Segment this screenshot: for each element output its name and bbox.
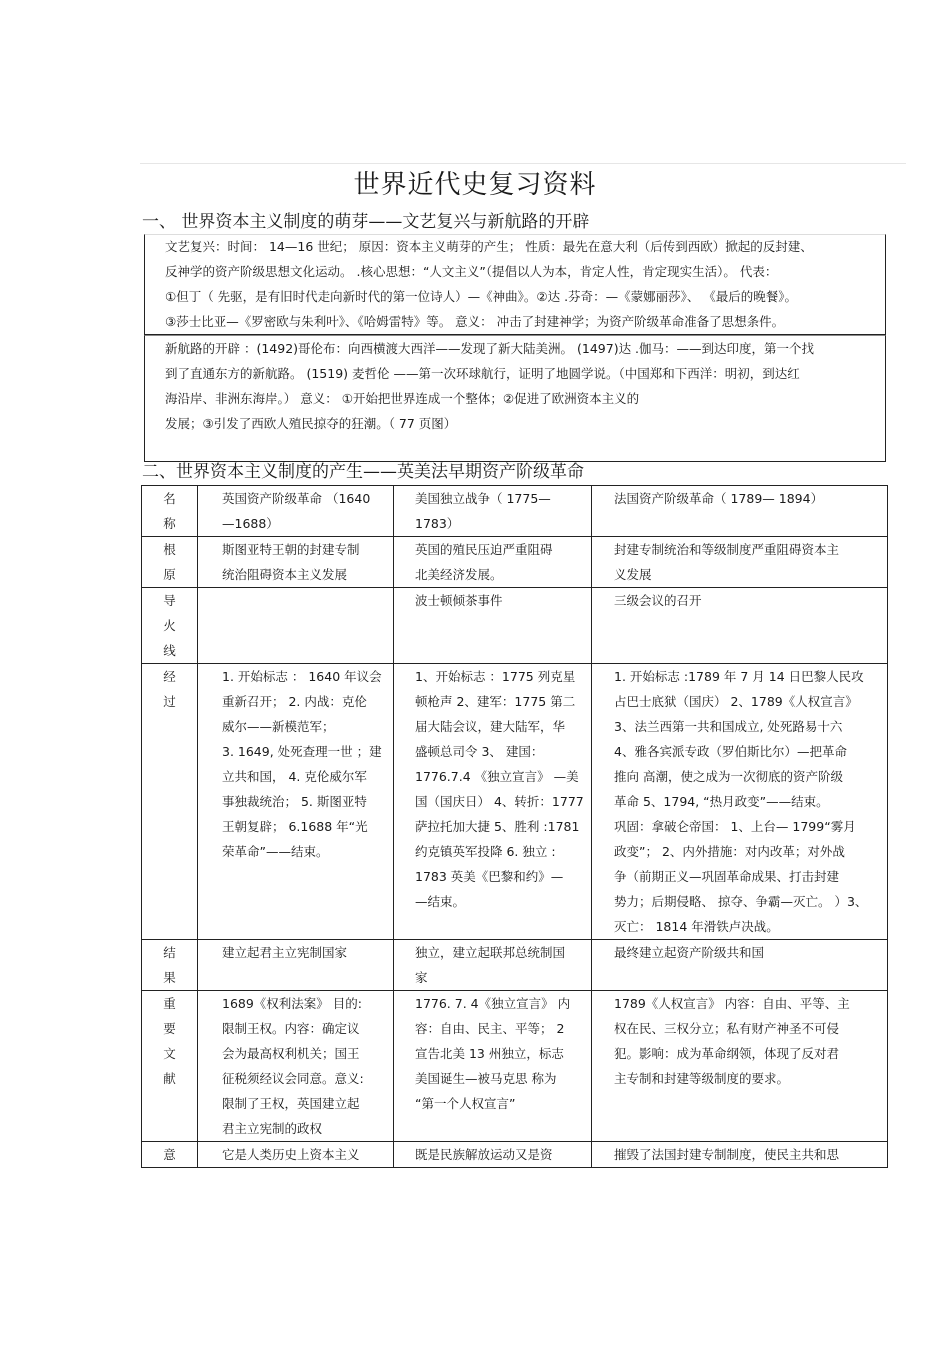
cell-line: 3、法兰西第一共和国成立, 处死路易十六 <box>614 719 843 734</box>
row-label-char: 火 <box>163 618 176 633</box>
section2-heading: 二、世界资本主义制度的产生——英美法早期资产阶级革命 <box>142 462 584 482</box>
cell-line: 犯。影响：成为革命纲领，体现了反对君 <box>614 1046 840 1061</box>
table-cell <box>592 486 888 537</box>
cell-line: 争（前期正义—巩固革命成果、打击封建 <box>614 869 840 884</box>
cell-line: 3. 1649, 处死查理一世 ；建 <box>222 744 382 759</box>
cell-line: 英国资产阶级革命 （1640 <box>222 491 371 506</box>
table-cell <box>592 537 888 588</box>
table-cell <box>592 588 888 664</box>
table-cell <box>592 1142 888 1168</box>
cell-line: 封建专制统治和等级制度严重阻碍资本主 <box>614 542 840 557</box>
cell-line: 最终建立起资产阶级共和国 <box>614 945 765 960</box>
row-label-text <box>142 664 197 714</box>
section1-heading: 一、 世界资本主义制度的萌芽——文艺复兴与新航路的开辟 <box>142 212 590 232</box>
cell-line: 主专制和封建等级制度的要求。 <box>614 1071 790 1086</box>
table-cell <box>592 664 888 940</box>
table-cell <box>198 940 394 991</box>
table-cell <box>198 486 394 537</box>
cell-line: 1783 英美《巴黎和约》— <box>415 869 564 884</box>
renaissance-box <box>144 234 886 335</box>
row-label <box>142 588 198 664</box>
table-cell <box>198 1142 394 1168</box>
cell-line: 1789《人权宣言》 内容：自由、平等、主 <box>614 996 850 1011</box>
cell-line: 荣革命”——结束。 <box>222 844 329 859</box>
row-label-char: 名 <box>163 491 176 506</box>
cell-line: 美国独立战争（ 1775— <box>415 491 551 506</box>
cell-line: 1776. 7. 4《独立宣言》 内 <box>415 996 571 1011</box>
cell-line: 革命 5、1794, “热月政变”——结束。 <box>614 794 829 809</box>
revolutions-table <box>141 485 888 1168</box>
table-cell <box>394 991 592 1142</box>
row-label-text <box>142 940 197 990</box>
cell-line: 1. 开始标志 :1789 年 7 月 14 日巴黎人民攻 <box>614 669 864 684</box>
cell-line: 事独裁统治； 5. 斯图亚特 <box>222 794 367 809</box>
row-label-char: 果 <box>163 970 176 985</box>
renaissance-line: 反神学的资产阶级思想文化运动。 .核心思想：“人文主义”（提倡以人为本，肯定人性，肯定现实生活）。 代表： <box>165 264 778 279</box>
row-label-char: 原 <box>163 567 176 582</box>
document-title: 世界近代史复习资料 <box>353 170 597 200</box>
cell-line: 1776.7.4 《独立宣言》 —美 <box>415 769 579 784</box>
renaissance-line: ③莎士比亚—《罗密欧与朱利叶》、《哈姆雷特》等。 意义： 冲击了封建神学；为资产阶级革命准备了思想条件。 <box>165 314 785 329</box>
row-label <box>142 940 198 991</box>
table-row <box>142 991 888 1142</box>
row-label <box>142 537 198 588</box>
row-label-char: 过 <box>163 694 176 709</box>
row-label <box>142 486 198 537</box>
cell-line: 1、开始标志 ：1775 列克星 <box>415 669 576 684</box>
cell-line: 建立起君主立宪制国家 <box>222 945 348 960</box>
row-label-text <box>142 991 197 1091</box>
row-label-char: 重 <box>163 996 176 1011</box>
table-row <box>142 486 888 537</box>
cell-line: 独立，建立起联邦总统制国 <box>415 945 566 960</box>
cell-line: —结束。 <box>415 894 466 909</box>
cell-line: 美国诞生—被马克思 称为 <box>415 1071 557 1086</box>
cell-line: 顿枪声 2、建军：1775 第二 <box>415 694 576 709</box>
cell-line: 会为最高权利机关；国王 <box>222 1046 360 1061</box>
row-label-char: 献 <box>163 1071 176 1086</box>
cell-line: —1688） <box>222 516 279 531</box>
table-cell <box>592 991 888 1142</box>
cell-line: 它是人类历史上资本主义 <box>222 1147 360 1162</box>
cell-line: 权在民、三权分立；私有财产神圣不可侵 <box>614 1021 840 1036</box>
cell-line: 1783） <box>415 516 460 531</box>
new-routes-text <box>165 336 877 436</box>
cell-line: 萨拉托加大捷 5、胜利 :1781 <box>415 819 580 834</box>
renaissance-line: ①但丁（ 先驱，是有旧时代走向新时代的第一位诗人）—《神曲》。②达 .芬奇：—《蒙娜丽莎》、 《最后的晚餐》。 <box>165 289 798 304</box>
cell-line: 灭亡： 1814 年滑铁卢决战。 <box>614 919 779 934</box>
row-label-char: 称 <box>163 516 176 531</box>
row-label-text <box>142 537 197 587</box>
table-cell <box>394 537 592 588</box>
cell-line: 推向 高潮，使之成为一次彻底的资产阶级 <box>614 769 843 784</box>
table-cell <box>198 664 394 940</box>
cell-line: 王朝复辟； 6.1688 年“光 <box>222 819 368 834</box>
row-label-char: 要 <box>163 1021 176 1036</box>
cell-line: 威尔——新模范军； <box>222 719 335 734</box>
cell-line: 立共和国， 4. 克伦威尔军 <box>222 769 367 784</box>
row-label-char: 文 <box>163 1046 176 1061</box>
table-row <box>142 1142 888 1168</box>
table-cell <box>198 588 394 664</box>
cell-line: 限制了王权，英国建立起 <box>222 1096 360 1111</box>
routes-line: 新航路的开辟 ：(1492)哥伦布：向西横渡大西洋——发现了新大陆美洲。 (1497)达 .伽马：——到达印度，第一个找 <box>165 341 815 356</box>
cell-line: 斯图亚特王朝的封建专制 <box>222 542 360 557</box>
routes-line: 海沿岸、非洲东海岸。） 意义： ①开始把世界连成一个整体；②促进了欧洲资本主义的 <box>165 391 640 406</box>
cell-line: 统治阻碍资本主义发展 <box>222 567 348 582</box>
table-row <box>142 588 888 664</box>
renaissance-text <box>165 234 877 334</box>
cell-line: 1689《权利法案》 目的: <box>222 996 362 1011</box>
new-routes-box <box>144 335 886 462</box>
table-cell <box>198 537 394 588</box>
row-label-char: 根 <box>163 542 176 557</box>
cell-line: 摧毁了法国封建专制制度，使民主共和思 <box>614 1147 840 1162</box>
cell-line: 限制王权。内容：确定议 <box>222 1021 360 1036</box>
cell-line: 1. 开始标志 ： 1640 年议会 <box>222 669 382 684</box>
cell-line: 盛顿总司令 3、 建国： <box>415 744 544 759</box>
cell-line: 君主立宪制的政权 <box>222 1121 323 1136</box>
cell-line: 届大陆会议，建大陆军，华 <box>415 719 566 734</box>
cell-line: 4、雅各宾派专政（罗伯斯比尔）—把革命 <box>614 744 847 759</box>
cell-line: 占巴士底狱（国庆） 2、1789《人权宣言》 <box>614 694 858 709</box>
table-row <box>142 940 888 991</box>
table-cell <box>592 940 888 991</box>
cell-line: 巩固：拿破仑帝国： 1、上台— 1799“雾月 <box>614 819 856 834</box>
top-rule <box>140 163 906 164</box>
cell-line: 义发展 <box>614 567 652 582</box>
cell-line: 波士顿倾茶事件 <box>415 593 503 608</box>
table-row <box>142 537 888 588</box>
table-cell <box>394 940 592 991</box>
cell-line: “第一个人权宣言” <box>415 1096 516 1111</box>
cell-line: 约克镇英军投降 6. 独立 : <box>415 844 556 859</box>
cell-line: 政变”； 2、内外措施：对内改革；对外战 <box>614 844 845 859</box>
cell-line: 家 <box>415 970 428 985</box>
row-label-char: 意 <box>163 1147 176 1162</box>
cell-line: 重新召开； 2. 内战：克伦 <box>222 694 367 709</box>
row-label-char: 结 <box>163 945 176 960</box>
cell-line: 势力；后期侵略、 掠夺、争霸—灭亡。 ）3、 <box>614 894 868 909</box>
cell-line: 既是民族解放运动又是资 <box>415 1147 553 1162</box>
row-label <box>142 1142 198 1168</box>
row-label-text <box>142 1142 197 1167</box>
cell-line: 容：自由、民主、平等； 2 <box>415 1021 565 1036</box>
cell-line: 北美经济发展。 <box>415 567 503 582</box>
routes-line: 到了直通东方的新航路。 (1519) 麦哲伦 ——第一次环球航行，证明了地圆学说。（中国郑和下西洋：明初，到达红 <box>165 366 800 381</box>
cell-line: 英国的殖民压迫严重阻碍 <box>415 542 553 557</box>
table-cell <box>198 991 394 1142</box>
table-cell <box>394 664 592 940</box>
table-cell <box>394 486 592 537</box>
row-label-text <box>142 588 197 663</box>
row-label <box>142 991 198 1142</box>
row-label <box>142 664 198 940</box>
row-label-text <box>142 486 197 536</box>
table-row <box>142 664 888 940</box>
cell-line: 国（国庆日） 4、转折：1777 <box>415 794 584 809</box>
row-label-char: 导 <box>163 593 176 608</box>
table-cell <box>394 588 592 664</box>
cell-line: 宣告北美 13 州独立，标志 <box>415 1046 564 1061</box>
cell-line: 征税须经议会同意。意义: <box>222 1071 364 1086</box>
cell-line: 法国资产阶级革命（ 1789— 1894） <box>614 491 824 506</box>
cell-line: 三级会议的召开 <box>614 593 702 608</box>
table-cell <box>394 1142 592 1168</box>
renaissance-line: 文艺复兴：时间： 14—16 世纪； 原因：资本主义萌芽的产生； 性质：最先在意大利（后传到西欧）掀起的反封建、 <box>165 239 813 254</box>
row-label-char: 线 <box>163 643 176 658</box>
routes-line: 发展；③引发了西欧人殖民掠夺的狂潮。（ 77 页图） <box>165 416 457 431</box>
row-label-char: 经 <box>163 669 176 684</box>
